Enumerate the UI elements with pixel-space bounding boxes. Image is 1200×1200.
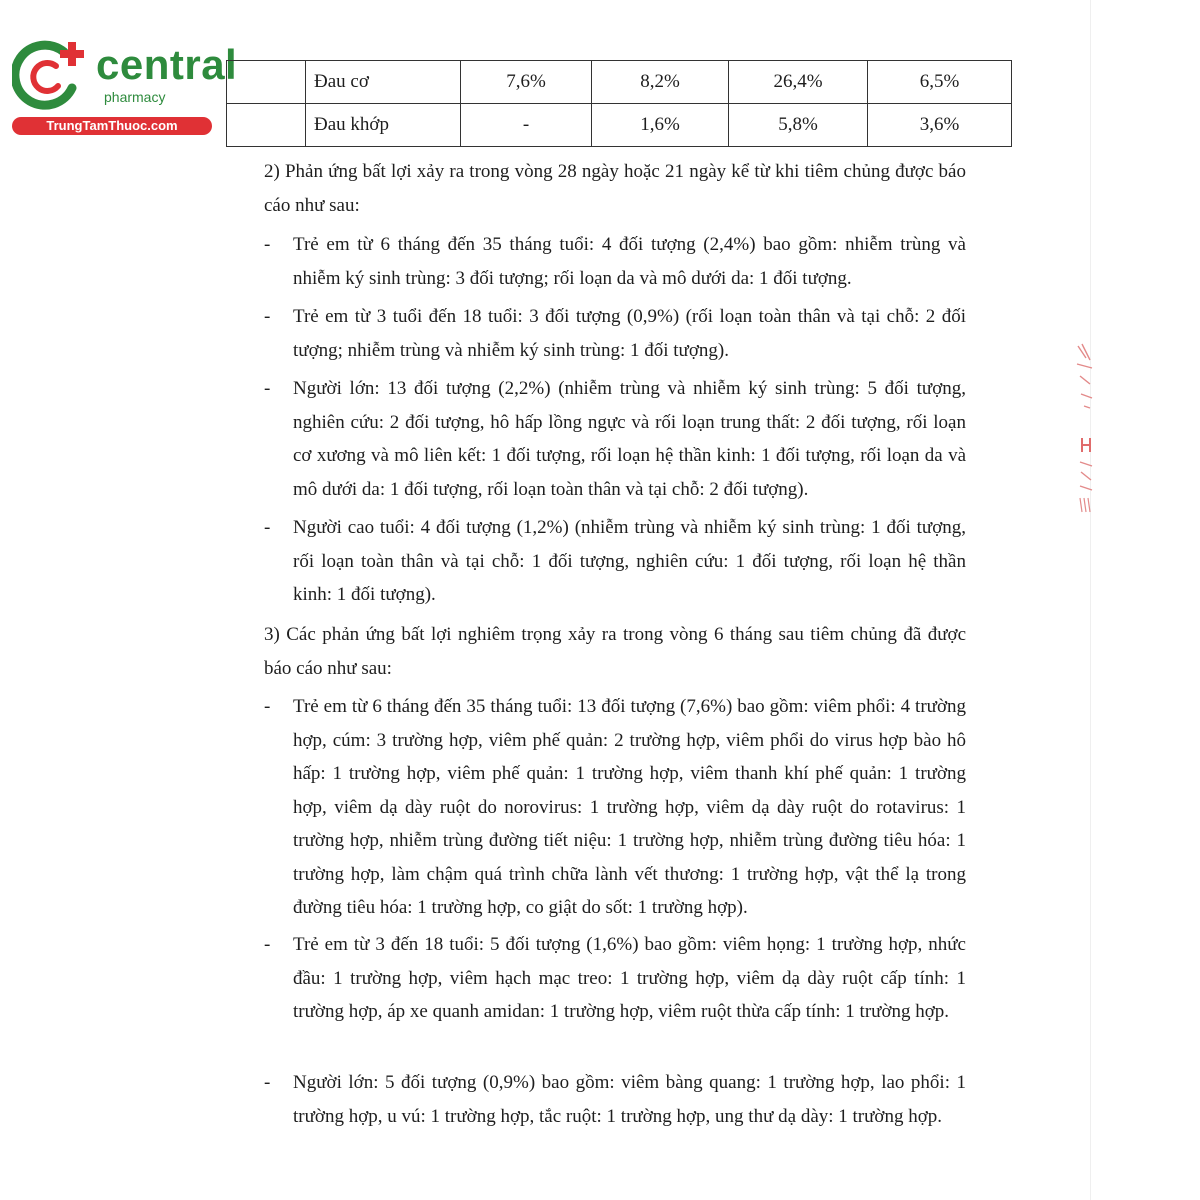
- table-row: [227, 61, 1012, 104]
- table-cell: [227, 61, 306, 104]
- scan-edge-line: [1090, 0, 1091, 1200]
- table-cell: 7,6%: [461, 61, 592, 104]
- table-cell: 5,8%: [729, 104, 868, 147]
- central-pharmacy-logo[interactable]: [8, 38, 238, 138]
- list-item: Người lớn: 5 đối tượng (0,9%) bao gồm: viêm bàng quang: 1 trường hợp, lao phổi: 1 trường hợp, u vú: 1 trường hợp, tắc ruột: 1 trường hợp, ung thư dạ dày: 1 trường hợp.: [293, 1072, 966, 1127]
- list-bullet-dash: -: [264, 934, 271, 955]
- table-cell: Đau cơ: [306, 61, 461, 104]
- logo-brand-text: central: [96, 41, 238, 88]
- logo-site-badge: TrungTamThuoc.com: [12, 117, 212, 135]
- stamp-marks-icon: [1072, 340, 1102, 520]
- list-bullet-dash: -: [264, 378, 271, 399]
- table-cell: -: [461, 104, 592, 147]
- list-item: Người lớn: 13 đối tượng (2,2%) (nhiễm trùng và nhiễm ký sinh trùng: 5 đối tượng, nghiên cứu: 2 đối tượng, hô hấp lồng ngực và rối loạn trung thất: 2 đối tượng, rối loạn cơ xương và mô liên kết: 1 đối tượng, rối loạn hệ thần kinh: 1 đối tượng, rối loạn da và mô dưới da: 1 đối tượng, rối loạn toàn thân và tại chỗ: 2 đối tượng).: [293, 378, 966, 500]
- red-stamp-mark: [1072, 340, 1102, 520]
- list-item: Người cao tuổi: 4 đối tượng (1,2%) (nhiễm trùng và nhiễm ký sinh trùng: 1 đối tượng, rối loạn toàn thân và tại chỗ: 1 đối tượng, nghiên cứu: 1 đối tượng, rối loạn hệ thần kinh: 1 đối tượng).: [293, 517, 966, 605]
- list-bullet-dash: -: [264, 234, 271, 255]
- list-item: Trẻ em từ 3 đến 18 tuổi: 5 đối tượng (1,6%) bao gồm: viêm họng: 1 trường hợp, nhức đầu: 1 trường hợp, viêm hạch mạc treo: 1 trường hợp, viêm dạ dày ruột cấp tính: 1 trường hợp, áp xe quanh amidan: 1 trường hợp, viêm ruột thừa cấp tính: 1 trường hợp.: [293, 934, 966, 1022]
- table-cell: 8,2%: [592, 61, 729, 104]
- list-item: Trẻ em từ 6 tháng đến 35 tháng tuổi: 13 đối tượng (7,6%) bao gồm: viêm phổi: 4 trường hợp, cúm: 3 trường hợp, viêm phế quản: 2 trường hợp, viêm phổi do virus hợp bào hô hấp: 1 trường hợp, viêm phế quản: 1 trường hợp, viêm thanh khí phế quản: 1 trường hợp, viêm dạ dày ruột do norovirus: 1 trường hợp, viêm dạ dày ruột do rotavirus: 1 trường hợp, nhiễm trùng đường tiết niệu: 1 trường hợp, nhiễm trùng đường tiêu hóa: 1 trường hợp, làm chậm quá trình chữa lành vết thương: 1 trường hợp, vật thể lạ trong đường tiêu hóa: 1 trường hợp, co giật do sốt: 1 trường hợp).: [293, 696, 966, 918]
- list-item: Trẻ em từ 3 tuổi đến 18 tuổi: 3 đối tượng (0,9%) (rối loạn toàn thân và tại chỗ: 2 đối tượng; nhiễm trùng và nhiễm ký sinh trùng: 1 đối tượng).: [293, 306, 966, 361]
- table-row: [227, 104, 1012, 147]
- list-bullet-dash: -: [264, 517, 271, 538]
- table-cell: 3,6%: [868, 104, 1012, 147]
- adverse-reaction-table: [226, 60, 1012, 147]
- list-bullet-dash: -: [264, 696, 271, 717]
- table-cell: 6,5%: [868, 61, 1012, 104]
- list-bullet-dash: -: [264, 306, 271, 327]
- pharmacy-cross-icon: [12, 38, 92, 114]
- section-2-heading: 2) Phản ứng bất lợi xảy ra trong vòng 28 ngày hoặc 21 ngày kể từ khi tiêm chủng được báo cáo như sau:: [264, 161, 966, 216]
- list-item: Trẻ em từ 6 tháng đến 35 tháng tuổi: 4 đối tượng (2,4%) bao gồm: nhiễm trùng và nhiễm ký sinh trùng: 3 đối tượng; rối loạn da và mô dưới da: 1 đối tượng.: [293, 234, 966, 289]
- table-cell: [227, 104, 306, 147]
- table-cell: 26,4%: [729, 61, 868, 104]
- logo-sub-text: pharmacy: [104, 89, 166, 105]
- table-cell: 1,6%: [592, 104, 729, 147]
- section-3-heading: 3) Các phản ứng bất lợi nghiêm trọng xảy ra trong vòng 6 tháng sau tiêm chủng đã được báo cáo như sau:: [264, 624, 966, 679]
- list-bullet-dash: -: [264, 1072, 271, 1093]
- table-cell: Đau khớp: [306, 104, 461, 147]
